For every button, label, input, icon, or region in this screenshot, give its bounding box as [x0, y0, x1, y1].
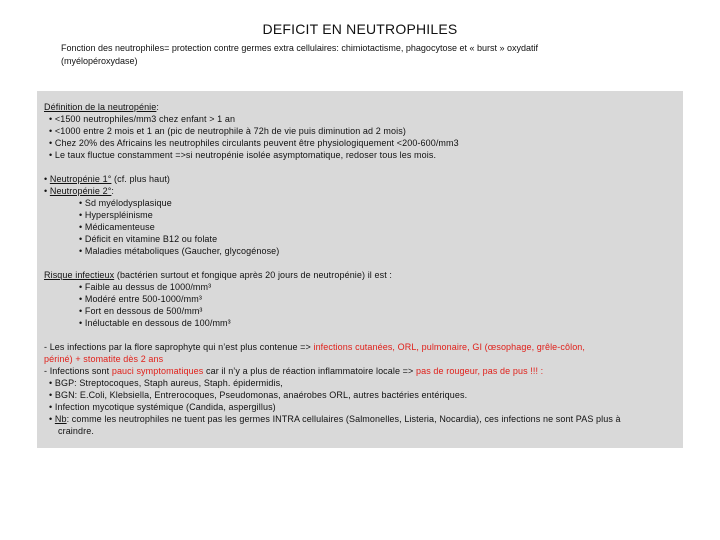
risk-item: • Inéluctable en dessous de 100/mm³ [79, 318, 231, 328]
secondary-item: • Sd myélodysplasique [79, 198, 172, 208]
definition-heading-line [44, 101, 678, 113]
nb-label: Nb [54, 414, 67, 424]
definition-item: • Chez 20% des Africains les neutrophiles circulants peuvent être physiologiquement <200-600/mm3 [49, 138, 459, 148]
infection-item: • Infection mycotique systémique (Candida, aspergillus) [49, 402, 276, 412]
content [44, 101, 678, 437]
risk-heading-line: Risque infectieux (bactérien surtout et fongique après 20 jours de neutropénie) il est : [44, 270, 393, 280]
infections-line-2: périné) + stomatite dès 2 ans [44, 354, 164, 364]
intro-line-1: Fonction des neutrophiles= protection contre germes extra cellulaires: chimiotactisme, phagocytose et « burst » oxydatif [61, 43, 538, 53]
secondary-neutropenia: • Neutropénie 2°: [44, 186, 115, 196]
primary-neutropenia-label: Neutropénie 1° [49, 174, 112, 184]
risk-item: • Fort en dessous de 500/mm³ [79, 306, 203, 316]
definition-heading-suffix: : [156, 102, 159, 112]
primary-neutropenia: • Neutropénie 1° (cf. plus haut) [44, 174, 171, 184]
definition-item: • <1500 neutrophiles/mm3 chez enfant > 1 an [49, 114, 236, 124]
secondary-item: • Hyperspléinisme [79, 210, 153, 220]
definition-item: • <1000 entre 2 mois et 1 an (pic de neutrophile à 72h de vie puis diminution ad 2 mois) [49, 126, 406, 136]
secondary-neutropenia-label: Neutropénie 2° [49, 186, 112, 196]
intro-text [61, 42, 621, 68]
nb-note: • Nb: comme les neutrophiles ne tuent pas les germes INTRA cellulaires (Salmonelles, Listeria, Nocardia), ces infections ne sont PAS plus à [49, 414, 621, 424]
infections-line-1: - Les infections par la flore saprophyte qui n’est plus contenue => infections cutanées, ORL, pulmonaire, GI (œsophage, grêle-côlon, [44, 342, 586, 352]
secondary-item: • Médicamenteuse [79, 222, 155, 232]
definition-item: • Le taux fluctue constamment =>si neutropénie isolée asymptomatique, redoser tous les mois. [49, 150, 437, 160]
definition-heading: Définition de la neutropénie [44, 102, 157, 112]
infection-item: • BGN: E.Coli, Klebsiella, Entrerocoques, Pseudomonas, anaérobes ORL, autres bactéries entériques. [49, 390, 468, 400]
secondary-item: • Maladies métaboliques (Gaucher, glycogénose) [79, 246, 280, 256]
risk-item: • Faible au dessus de 1000/mm³ [79, 282, 212, 292]
page-title: DEFICIT EN NEUTROPHILES [262, 21, 458, 37]
secondary-item: • Déficit en vitamine B12 ou folate [79, 234, 218, 244]
intro-line-2: (myélopéroxydase) [61, 56, 138, 66]
nb-note-cont: craindre. [58, 426, 94, 436]
infections-line-3: - Infections sont pauci symptomatiques car il n’y a plus de réaction inflammatoire locale => pas de rougeur, pas de pus !!! : [44, 366, 544, 376]
risk-item: • Modéré entre 500-1000/mm³ [79, 294, 202, 304]
risk-heading: Risque infectieux [44, 270, 115, 280]
infection-item: • BGP: Streptocoques, Staph aureus, Staph. épidermidis, [49, 378, 283, 388]
